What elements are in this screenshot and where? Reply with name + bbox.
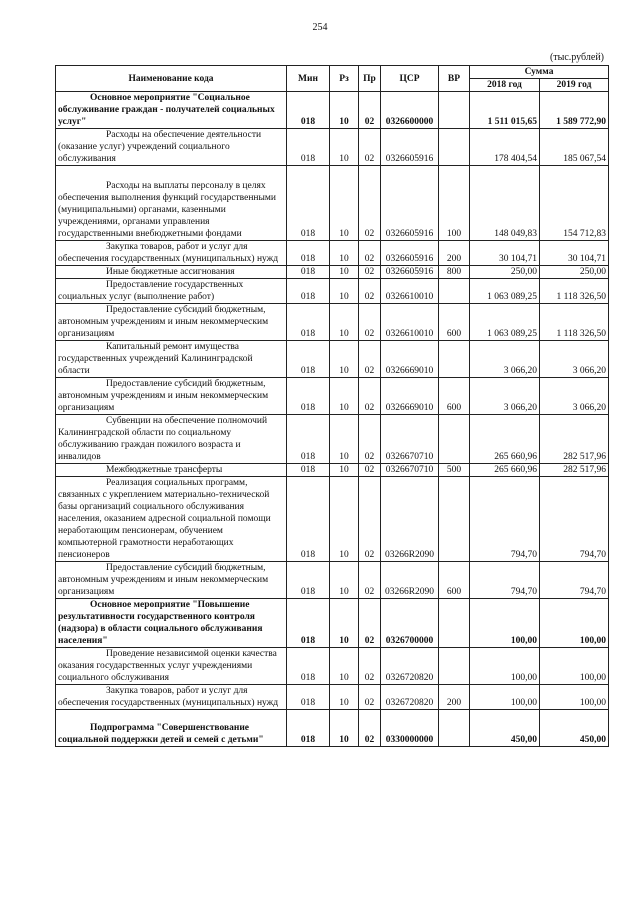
row-2019: 30 104,71 [540,241,609,266]
row-min: 018 [287,378,330,415]
budget-table [55,65,609,747]
row-pr: 02 [359,710,381,747]
row-vr [439,415,470,464]
row-2019: 185 067,54 [540,129,609,166]
table-row [56,266,609,279]
row-min: 018 [287,710,330,747]
row-rz: 10 [330,648,359,685]
row-min: 018 [287,599,330,648]
row-min: 018 [287,92,330,129]
row-name: Основное мероприятие "Социальное обслуживание граждан - получателей социальных услуг" [58,93,275,127]
row-min: 018 [287,464,330,477]
table-row [56,648,609,685]
table-row [56,166,609,241]
header-pr: Пр [359,66,381,92]
row-pr: 02 [359,304,381,341]
row-vr: 100 [439,166,470,241]
row-2019: 3 066,20 [540,341,609,378]
row-min: 018 [287,266,330,279]
row-2019: 1 118 326,50 [540,279,609,304]
row-name: Предоставление субсидий бюджетным, автономным учреждениям и иным некоммерческим организациям [58,563,269,597]
row-2018: 1 063 089,25 [470,279,540,304]
row-2018: 265 660,96 [470,415,540,464]
header-csr: ЦСР [381,66,439,92]
row-name: Проведение независимой оценки качества оказания государственных услуг учреждениями социального обслуживания [58,649,277,683]
row-rz: 10 [330,241,359,266]
header-rz: Рз [330,66,359,92]
row-2019: 100,00 [540,599,609,648]
row-min: 018 [287,166,330,241]
row-vr [439,92,470,129]
row-vr [439,477,470,562]
row-rz: 10 [330,166,359,241]
row-csr: 03266R2090 [381,477,439,562]
row-csr: 0330000000 [381,710,439,747]
page-number: 254 [312,22,328,33]
row-rz: 10 [330,341,359,378]
row-min: 018 [287,562,330,599]
table-row [56,241,609,266]
row-vr: 500 [439,464,470,477]
row-vr: 800 [439,266,470,279]
row-vr [439,279,470,304]
table-row [56,710,609,747]
row-csr: 0326669010 [381,341,439,378]
table-row [56,562,609,599]
row-rz: 10 [330,279,359,304]
row-rz: 10 [330,477,359,562]
table-row [56,304,609,341]
row-csr: 0326610010 [381,279,439,304]
row-min: 018 [287,648,330,685]
row-pr: 02 [359,599,381,648]
row-vr [439,710,470,747]
row-rz: 10 [330,562,359,599]
table-row [56,129,609,166]
row-pr: 02 [359,341,381,378]
row-csr: 0326670710 [381,464,439,477]
row-2018: 3 066,20 [470,378,540,415]
row-name: Закупка товаров, работ и услуг для обеспечения государственных (муниципальных) нужд [58,686,279,708]
row-pr: 02 [359,266,381,279]
table-row [56,685,609,710]
table-row [56,279,609,304]
row-vr [439,599,470,648]
row-pr: 02 [359,166,381,241]
row-2018: 1 511 015,65 [470,92,540,129]
row-2018: 178 404,54 [470,129,540,166]
row-name: Межбюджетные трансферты [106,465,223,475]
row-2019: 282 517,96 [540,464,609,477]
row-min: 018 [287,304,330,341]
row-vr: 600 [439,562,470,599]
row-pr: 02 [359,129,381,166]
row-2019: 450,00 [540,710,609,747]
row-min: 018 [287,341,330,378]
row-2018: 794,70 [470,477,540,562]
row-2019: 794,70 [540,562,609,599]
row-pr: 02 [359,562,381,599]
row-rz: 10 [330,710,359,747]
row-name: Расходы на обеспечение деятельности (оказание услуг) учреждений социального обслуживания [58,130,262,164]
row-rz: 10 [330,464,359,477]
units-label: (тыс.рублей) [549,52,604,63]
row-pr: 02 [359,279,381,304]
row-name: Предоставление государственных социальных услуг (выполнение работ) [58,280,244,302]
row-vr [439,129,470,166]
row-csr: 0326605916 [381,166,439,241]
row-rz: 10 [330,266,359,279]
row-name: Закупка товаров, работ и услуг для обеспечения государственных (муниципальных) нужд [58,242,279,264]
row-name: Иные бюджетные ассигнования [106,267,235,277]
header-min: Мин [287,66,330,92]
row-2019: 100,00 [540,685,609,710]
row-min: 018 [287,477,330,562]
row-min: 018 [287,685,330,710]
row-2019: 154 712,83 [540,166,609,241]
row-min: 018 [287,129,330,166]
row-2019: 3 066,20 [540,378,609,415]
row-name: Расходы на выплаты персоналу в целях обеспечения выполнения функций государственными (муниципальными) органами, казенными учреждениями, органами управления государственными внебюджетными фондами [58,181,276,239]
row-name: Предоставление субсидий бюджетным, автономным учреждениям и иным некоммерческим организациям [58,305,269,339]
header-name: Наименование кода [56,66,287,92]
row-rz: 10 [330,378,359,415]
header-sum: Сумма [470,66,609,79]
table-row [56,599,609,648]
row-pr: 02 [359,685,381,710]
row-rz: 10 [330,129,359,166]
row-csr: 0326669010 [381,378,439,415]
row-vr: 200 [439,685,470,710]
row-2018: 794,70 [470,562,540,599]
row-name: Капитальный ремонт имущества государственных учреждений Калининградской области [58,342,253,376]
row-2019: 250,00 [540,266,609,279]
row-csr: 0326600000 [381,92,439,129]
row-csr: 0326670710 [381,415,439,464]
row-2018: 30 104,71 [470,241,540,266]
table-row [56,341,609,378]
row-name: Подпрограмма "Совершенствование социальной поддержки детей и семей с детьми" [58,723,264,745]
header-2019: 2019 год [540,79,609,92]
table-row [56,464,609,477]
row-csr: 0326700000 [381,599,439,648]
row-vr: 200 [439,241,470,266]
row-vr [439,648,470,685]
row-csr: 0326720820 [381,685,439,710]
row-csr: 0326605916 [381,266,439,279]
row-rz: 10 [330,92,359,129]
row-2018: 100,00 [470,685,540,710]
row-pr: 02 [359,92,381,129]
row-2018: 148 049,83 [470,166,540,241]
row-min: 018 [287,279,330,304]
row-2018: 250,00 [470,266,540,279]
row-2018: 100,00 [470,648,540,685]
row-name: Реализация социальных программ, связанных с укреплением материально-технической базы организаций социального обслуживания населения, оказанием адресной социальной помощи неработающим пенсионерам, обучением компьютерной грамотности неработающих пенсионеров [58,478,271,560]
row-csr: 0326720820 [381,648,439,685]
table-row [56,378,609,415]
row-csr: 03266R2090 [381,562,439,599]
header-vr: ВР [439,66,470,92]
row-vr: 600 [439,304,470,341]
row-vr [439,341,470,378]
row-pr: 02 [359,241,381,266]
row-2018: 100,00 [470,599,540,648]
row-csr: 0326605916 [381,241,439,266]
row-2018: 1 063 089,25 [470,304,540,341]
row-2019: 1 118 326,50 [540,304,609,341]
row-rz: 10 [330,304,359,341]
table-row [56,92,609,129]
row-name: Основное мероприятие "Повышение результативности государственного контроля (надзора) в области социального обслуживания населения" [58,600,263,646]
table-row [56,415,609,464]
row-2019: 794,70 [540,477,609,562]
row-csr: 0326605916 [381,129,439,166]
table-row [56,477,609,562]
row-min: 018 [287,415,330,464]
row-2018: 265 660,96 [470,464,540,477]
row-name: Субвенции на обеспечение полномочий Калининградской области по социальному обслуживанию граждан пожилого возраста и инвалидов [58,416,268,462]
row-csr: 0326610010 [381,304,439,341]
row-2018: 450,00 [470,710,540,747]
row-min: 018 [287,241,330,266]
row-pr: 02 [359,477,381,562]
row-2019: 282 517,96 [540,415,609,464]
row-pr: 02 [359,415,381,464]
row-rz: 10 [330,599,359,648]
header-2018: 2018 год [470,79,540,92]
row-pr: 02 [359,648,381,685]
row-rz: 10 [330,415,359,464]
row-vr: 600 [439,378,470,415]
row-2019: 100,00 [540,648,609,685]
row-2019: 1 589 772,90 [540,92,609,129]
row-pr: 02 [359,378,381,415]
row-pr: 02 [359,464,381,477]
row-rz: 10 [330,685,359,710]
row-name: Предоставление субсидий бюджетным, автономным учреждениям и иным некоммерческим организациям [58,379,269,413]
row-2018: 3 066,20 [470,341,540,378]
